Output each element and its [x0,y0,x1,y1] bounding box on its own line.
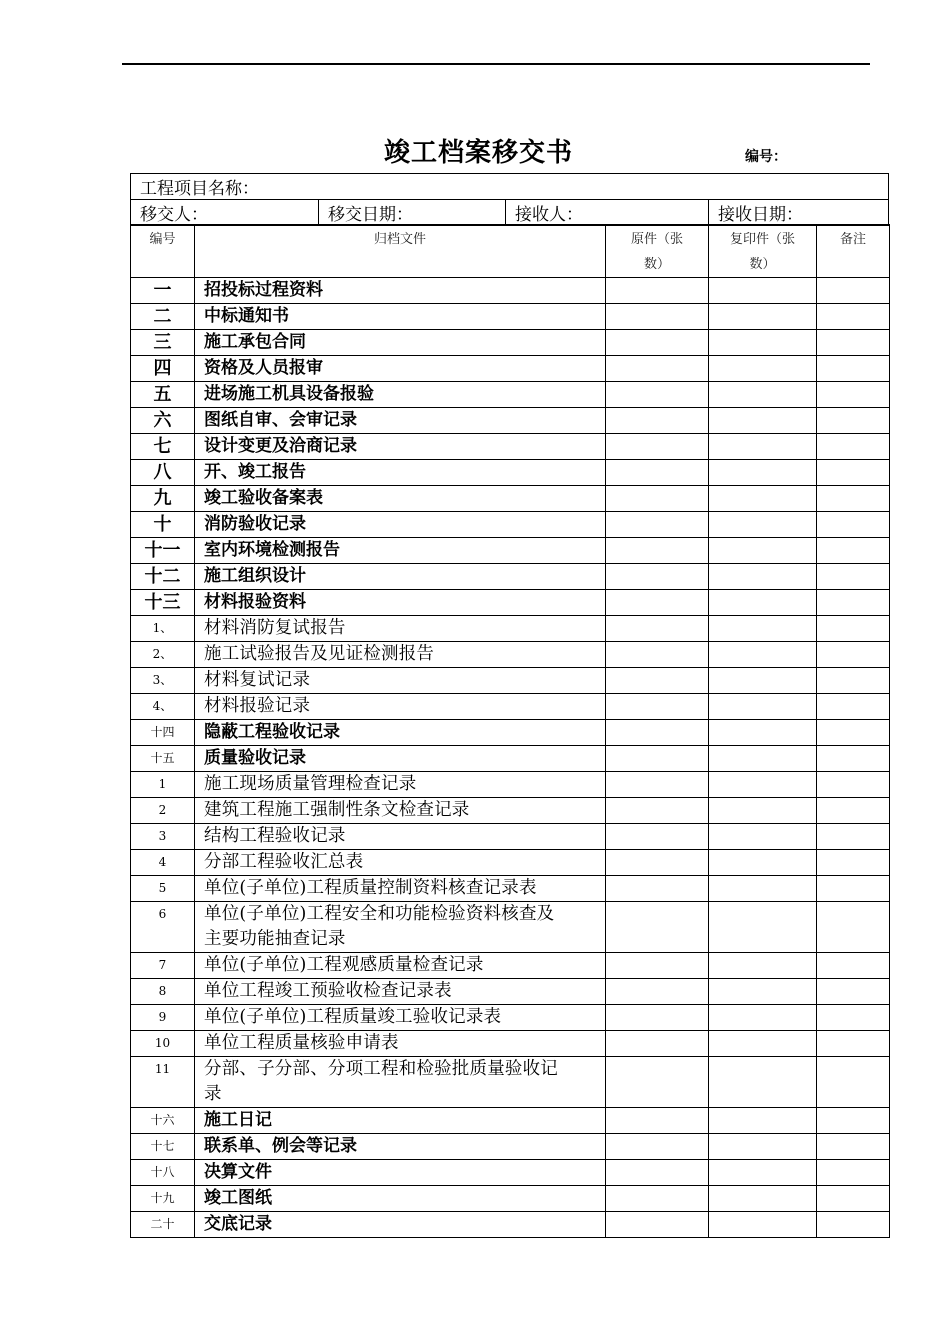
row-file-name: 施工现场质量管理检查记录 [195,772,606,798]
copy-count-cell[interactable] [709,1160,817,1186]
copy-count-cell[interactable] [709,876,817,902]
row-number: 二 [131,304,195,330]
table-row [131,720,890,746]
remark-cell[interactable] [817,590,890,616]
remark-cell[interactable] [817,434,890,460]
table-row [131,824,890,850]
column-header-number: 编号 [131,225,195,278]
row-number: 十二 [131,564,195,590]
copy-count-cell[interactable] [709,1134,817,1160]
table-row [131,1031,890,1057]
remark-cell[interactable] [817,1212,890,1238]
copy-count-cell[interactable] [709,850,817,876]
original-count-cell[interactable] [606,616,709,642]
original-count-cell[interactable] [606,850,709,876]
row-number: 4 [131,850,195,876]
original-count-cell[interactable] [606,538,709,564]
copy-count-cell[interactable] [709,408,817,434]
row-number: 十五 [131,746,195,772]
remark-cell[interactable] [817,642,890,668]
original-count-cell[interactable] [606,798,709,824]
archive-file-table [130,224,890,1238]
original-count-cell[interactable] [606,486,709,512]
row-file-name: 单位工程竣工预验收检查记录表 [195,979,606,1005]
row-number: 3、 [131,668,195,694]
row-number: 十六 [131,1108,195,1134]
row-file-name: 建筑工程施工强制性条文检查记录 [195,798,606,824]
remark-cell[interactable] [817,694,890,720]
remark-cell[interactable] [817,824,890,850]
copy-count-cell[interactable] [709,434,817,460]
remark-cell[interactable] [817,953,890,979]
column-header-original: 原件（张 数） [606,225,709,278]
copy-count-cell[interactable] [709,538,817,564]
row-file-name: 单位工程质量核验申请表 [195,1031,606,1057]
table-row [131,1160,890,1186]
original-count-cell[interactable] [606,902,709,953]
original-count-cell[interactable] [606,1005,709,1031]
original-count-cell[interactable] [606,408,709,434]
original-count-cell[interactable] [606,694,709,720]
table-row [131,772,890,798]
table-row [131,278,890,304]
row-number: 五 [131,382,195,408]
copy-count-cell[interactable] [709,1212,817,1238]
row-number: 十 [131,512,195,538]
copy-count-cell[interactable] [709,1108,817,1134]
original-count-cell[interactable] [606,434,709,460]
original-count-cell[interactable] [606,876,709,902]
column-header-file: 归档文件 [195,225,606,278]
table-row [131,979,890,1005]
row-file-name: 资格及人员报审 [195,356,606,382]
row-file-name: 结构工程验收记录 [195,824,606,850]
row-file-name: 单位(子单位)工程观感质量检查记录 [195,953,606,979]
table-header-row [131,225,890,278]
original-count-cell[interactable] [606,1212,709,1238]
table-row [131,876,890,902]
remark-cell[interactable] [817,408,890,434]
row-number: 9 [131,1005,195,1031]
original-count-cell[interactable] [606,1108,709,1134]
row-number: 九 [131,486,195,512]
row-file-name: 单位(子单位)工程质量竣工验收记录表 [195,1005,606,1031]
table-row [131,902,890,953]
remark-cell[interactable] [817,668,890,694]
header-rule [122,63,870,65]
row-number: 4、 [131,694,195,720]
row-file-name: 联系单、例会等记录 [195,1134,606,1160]
copy-count-cell[interactable] [709,304,817,330]
row-file-name: 图纸自审、会审记录 [195,408,606,434]
remark-cell[interactable] [817,538,890,564]
remark-cell[interactable] [817,876,890,902]
remark-cell[interactable] [817,330,890,356]
copy-count-cell[interactable] [709,1186,817,1212]
table-row [131,616,890,642]
copy-count-cell[interactable] [709,642,817,668]
table-row [131,330,890,356]
row-number: 1 [131,772,195,798]
table-row [131,850,890,876]
original-count-cell[interactable] [606,772,709,798]
row-number: 10 [131,1031,195,1057]
row-file-name: 消防验收记录 [195,512,606,538]
copy-count-cell[interactable] [709,668,817,694]
row-file-name: 招投标过程资料 [195,278,606,304]
table-row [131,356,890,382]
row-number: 8 [131,979,195,1005]
row-number: 二十 [131,1212,195,1238]
remark-cell[interactable] [817,304,890,330]
row-file-name: 材料报验资料 [195,590,606,616]
original-count-cell[interactable] [606,1031,709,1057]
row-file-name: 中标通知书 [195,304,606,330]
row-number: 十七 [131,1134,195,1160]
row-file-name: 分部、子分部、分项工程和检验批质量验收记 录 [195,1057,606,1108]
table-row [131,694,890,720]
table-row [131,953,890,979]
copy-count-cell[interactable] [709,330,817,356]
remark-cell[interactable] [817,1057,890,1108]
row-file-name: 开、竣工报告 [195,460,606,486]
remark-cell[interactable] [817,1160,890,1186]
remark-cell[interactable] [817,720,890,746]
table-row [131,408,890,434]
row-file-name: 进场施工机具设备报验 [195,382,606,408]
row-number: 3 [131,824,195,850]
table-row [131,460,890,486]
row-number: 11 [131,1057,195,1108]
table-row [131,1186,890,1212]
table-row [131,1057,890,1108]
row-number: 2 [131,798,195,824]
handover-person-field[interactable]: 移交人： [131,200,319,226]
original-count-cell[interactable] [606,979,709,1005]
original-count-cell[interactable] [606,460,709,486]
row-file-name: 单位(子单位)工程安全和功能检验资料核查及 主要功能抽查记录 [195,902,606,953]
copy-count-cell[interactable] [709,720,817,746]
column-header-copy: 复印件（张 数） [709,225,817,278]
row-number: 十九 [131,1186,195,1212]
original-count-cell[interactable] [606,564,709,590]
copy-count-cell[interactable] [709,979,817,1005]
row-file-name: 单位(子单位)工程质量控制资料核查记录表 [195,876,606,902]
row-file-name: 竣工验收备案表 [195,486,606,512]
document-number-label: 编号： [745,149,787,165]
row-file-name: 隐蔽工程验收记录 [195,720,606,746]
row-number: 6 [131,902,195,953]
remark-cell[interactable] [817,746,890,772]
original-count-cell[interactable] [606,278,709,304]
original-count-cell[interactable] [606,1134,709,1160]
receiver-field[interactable]: 接收人： [506,200,709,226]
row-number: 一 [131,278,195,304]
row-number: 八 [131,460,195,486]
row-number: 三 [131,330,195,356]
remark-cell[interactable] [817,850,890,876]
remark-cell[interactable] [817,979,890,1005]
copy-count-cell[interactable] [709,278,817,304]
row-number: 5 [131,876,195,902]
table-row [131,512,890,538]
original-count-cell[interactable] [606,590,709,616]
original-count-cell[interactable] [606,1160,709,1186]
row-file-name: 设计变更及洽商记录 [195,434,606,460]
row-file-name: 施工试验报告及见证检测报告 [195,642,606,668]
table-row [131,434,890,460]
copy-count-cell[interactable] [709,486,817,512]
table-row [131,798,890,824]
row-file-name: 材料报验记录 [195,694,606,720]
project-name-field[interactable]: 工程项目名称： [131,174,889,200]
original-count-cell[interactable] [606,642,709,668]
row-file-name: 施工组织设计 [195,564,606,590]
table-row [131,486,890,512]
table-row [131,590,890,616]
table-row [131,1212,890,1238]
remark-cell[interactable] [817,1005,890,1031]
original-count-cell[interactable] [606,382,709,408]
table-row [131,538,890,564]
copy-count-cell[interactable] [709,694,817,720]
original-count-cell[interactable] [606,304,709,330]
remark-cell[interactable] [817,798,890,824]
remark-cell[interactable] [817,616,890,642]
copy-count-cell[interactable] [709,1057,817,1108]
copy-count-cell[interactable] [709,1005,817,1031]
copy-count-cell[interactable] [709,616,817,642]
remark-cell[interactable] [817,564,890,590]
copy-count-cell[interactable] [709,590,817,616]
copy-count-cell[interactable] [709,1031,817,1057]
copy-count-cell[interactable] [709,772,817,798]
copy-count-cell[interactable] [709,953,817,979]
row-number: 四 [131,356,195,382]
remark-cell[interactable] [817,1186,890,1212]
row-number: 六 [131,408,195,434]
header-info-table [130,173,889,226]
row-number: 十八 [131,1160,195,1186]
original-count-cell[interactable] [606,953,709,979]
column-header-remark: 备注 [817,225,890,278]
handover-date-field[interactable]: 移交日期： [319,200,506,226]
row-file-name: 材料消防复试报告 [195,616,606,642]
remark-cell[interactable] [817,486,890,512]
table-row [131,564,890,590]
copy-count-cell[interactable] [709,512,817,538]
copy-count-cell[interactable] [709,382,817,408]
row-file-name: 竣工图纸 [195,1186,606,1212]
row-file-name: 施工日记 [195,1108,606,1134]
row-number: 1、 [131,616,195,642]
row-file-name: 分部工程验收汇总表 [195,850,606,876]
copy-count-cell[interactable] [709,460,817,486]
table-row [131,668,890,694]
remark-cell[interactable] [817,382,890,408]
original-count-cell[interactable] [606,356,709,382]
table-row [131,1108,890,1134]
remark-cell[interactable] [817,1031,890,1057]
table-row [131,304,890,330]
copy-count-cell[interactable] [709,746,817,772]
remark-cell[interactable] [817,460,890,486]
row-file-name: 交底记录 [195,1212,606,1238]
original-count-cell[interactable] [606,512,709,538]
original-count-cell[interactable] [606,1186,709,1212]
remark-cell[interactable] [817,512,890,538]
original-count-cell[interactable] [606,824,709,850]
row-number: 7 [131,953,195,979]
row-number: 2、 [131,642,195,668]
copy-count-cell[interactable] [709,798,817,824]
original-count-cell[interactable] [606,720,709,746]
copy-count-cell[interactable] [709,902,817,953]
table-row [131,642,890,668]
row-file-name: 决算文件 [195,1160,606,1186]
remark-cell[interactable] [817,1134,890,1160]
row-file-name: 质量验收记录 [195,746,606,772]
remark-cell[interactable] [817,278,890,304]
table-row [131,1005,890,1031]
row-number: 十三 [131,590,195,616]
row-number: 十四 [131,720,195,746]
original-count-cell[interactable] [606,668,709,694]
row-number: 七 [131,434,195,460]
original-count-cell[interactable] [606,330,709,356]
original-count-cell[interactable] [606,1057,709,1108]
row-file-name: 室内环境检测报告 [195,538,606,564]
receive-date-field[interactable]: 接收日期： [709,200,889,226]
row-file-name: 施工承包合同 [195,330,606,356]
copy-count-cell[interactable] [709,564,817,590]
row-number: 十一 [131,538,195,564]
copy-count-cell[interactable] [709,356,817,382]
copy-count-cell[interactable] [709,824,817,850]
table-row [131,382,890,408]
document-title: 竣工档案移交书 [384,138,574,168]
table-row [131,746,890,772]
remark-cell[interactable] [817,356,890,382]
row-file-name: 材料复试记录 [195,668,606,694]
remark-cell[interactable] [817,902,890,953]
remark-cell[interactable] [817,772,890,798]
table-row [131,1134,890,1160]
original-count-cell[interactable] [606,746,709,772]
remark-cell[interactable] [817,1108,890,1134]
